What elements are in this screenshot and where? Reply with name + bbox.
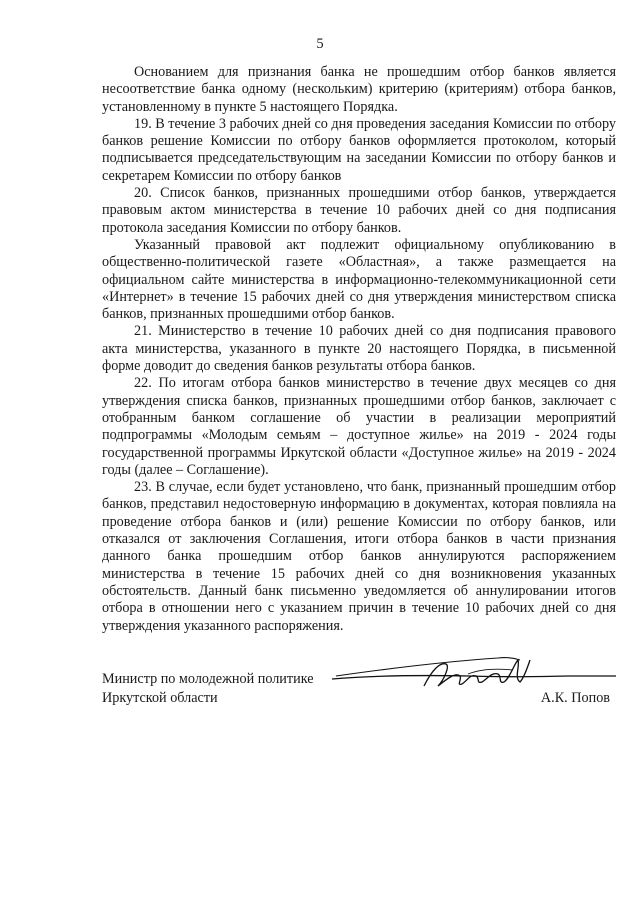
paragraph-22: 22. По итогам отбора банков министерство в течение двух месяцев со дня утверждения списка банков, признанных прошедшими отбор банков, заключает с отобранным банком соглашение об участии в реализации мероприятий подпрограммы «Молодым семьям – доступное жилье» на 2019 - 2024 годы государственной программы Иркутской области «Доступное жилье» на 2019 - 2024 годы (далее – Соглашение). (102, 375, 616, 478)
signatory-title-line1: Министр по молодежной политике (102, 671, 314, 687)
paragraph-19: 19. В течение 3 рабочих дней со дня проведения заседания Комиссии по отбору банков решение Комиссии по отбору банков оформляется протоколом, который подписывается председательствующим на заседании Комиссии по отбору банков и секретарем Комиссии по отбору банков (102, 115, 616, 184)
signature-block (102, 670, 616, 714)
paragraph-grounds: Основанием для признания банка не прошедшим отбор банков является несоответствие банка одному (нескольким) критерию (критериям) отбора банков, установленному в пункте 5 настоящего Порядка. (102, 64, 616, 115)
paragraph-23: 23. В случае, если будет установлено, что банк, признанный прошедшим отбор банков, представил недостоверную информацию в документах, которая повлияла на проведение отбора банков и (или) решение Комиссии по отбору банков, или отказался от заключения Соглашения, итоги отбора банков в части признания данного банка прошедшим отбор банков аннулируются распоряжением министерства в течение 15 рабочих дней со дня возникновения указанных обстоятельств. Данный банк письменно уведомляется об аннулировании итогов отбора в отношении него с указанием причин в течение 10 рабочих дней со дня утверждения указанного распоряжения. (102, 479, 616, 634)
paragraph-20: 20. Список банков, признанных прошедшими отбор банков, утверждается правовым актом министерства в течение 10 рабочих дней со дня подписания протокола заседания Комиссии по отбору банков. (102, 185, 616, 236)
signatory-title-line2: Иркутской области (102, 690, 218, 706)
paragraph-21: 21. Министерство в течение 10 рабочих дней со дня подписания правового акта министерства, указанного в пункте 20 настоящего Порядка, в письменной форме доводит до сведения банков результаты отбора банков. (102, 323, 616, 375)
signatory-name: А.К. Попов (540, 690, 610, 706)
paragraph-publication: Указанный правовой акт подлежит официальному опубликованию в общественно-политической газете «Областная», а также размещается на официальном сайте министерства в информационно-телекоммуникационной сети «Интернет» в течение 15 рабочих дней со дня утверждения министерством списка банков, признанных прошедшими отбор банков. (102, 236, 616, 323)
page-number: 5 (316, 36, 324, 52)
document-body (102, 64, 616, 635)
